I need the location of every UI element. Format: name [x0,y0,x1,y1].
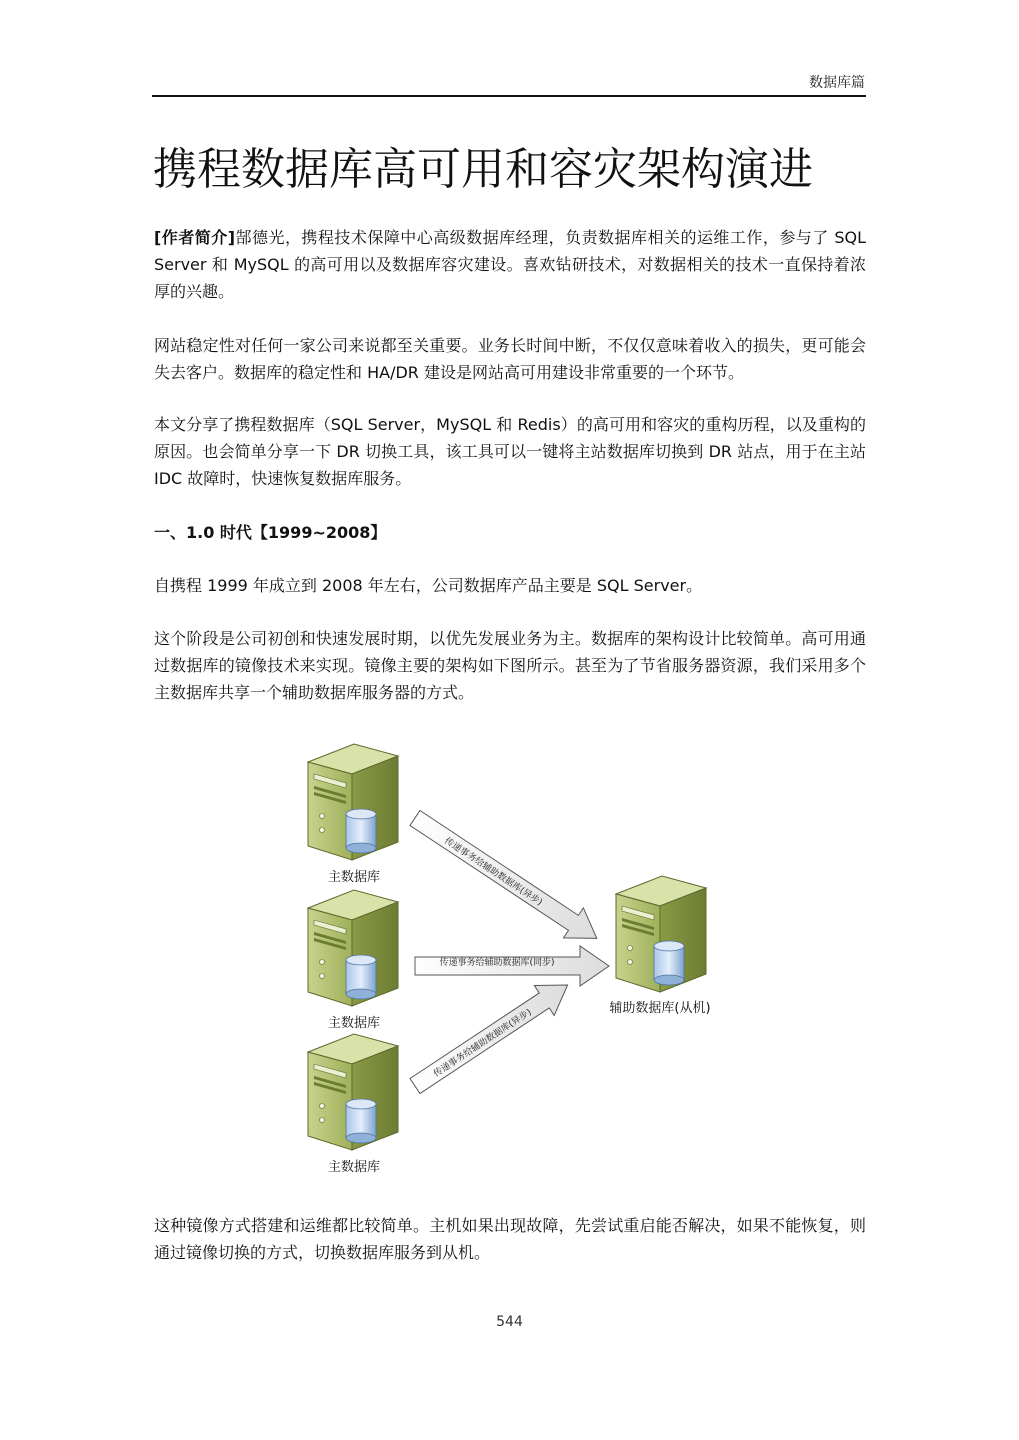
sync-arrow-bottom [405,970,577,1101]
mirroring-architecture-diagram [300,738,720,1178]
arrow-label: 传递事务给辅助数据库(同步) [439,958,555,968]
page-title: 携程数据库高可用和容灾架构演进 [153,144,813,195]
paragraph-1: 网站稳定性对任何一家公司来说都至关重要。业务长时间中断，不仅仅意味着收入的损失，更可能会失去客户。数据库的稳定性和 HA/DR 建设是网站高可用建设非常重要的一个环节。 [154,336,866,382]
arrow-label: 传递事务给辅助数据库(异步) [442,836,544,909]
secondary-db-label: 辅助数据库(从机) [609,1001,711,1016]
arrow-label: 传递事务给辅助数据库(异步) [432,1007,534,1080]
author-intro-tag: [作者简介] [154,228,236,247]
page-number: 544 [496,1314,523,1330]
author-intro-text: 郜德光，携程技术保障中心高级数据库经理，负责数据库相关的运维工作，参与了 SQL Server 和 MySQL 的高可用以及数据库容灾建设。喜欢钻研技术，对数据相关的技术一直保持着浓厚的兴趣。 [154,228,866,301]
primary-server-icon [308,1034,398,1150]
author-intro [154,224,866,305]
primary-db-label: 主数据库 [327,1160,381,1175]
section-heading: 一、1.0 时代【1999~2008】 [154,523,387,542]
paragraph-5: 这种镜像方式搭建和运维都比较简单。主机如果出现故障，先尝试重启能否解决，如果不能恢复，则通过镜像切换的方式，切换数据库服务到从机。 [154,1216,866,1262]
running-header: 数据库篇 [809,75,865,91]
primary-db-label: 主数据库 [327,1016,381,1031]
primary-server-icon [308,890,398,1006]
header-rule [152,95,866,97]
secondary-server-icon [616,876,706,992]
sync-arrow-middle [415,946,609,986]
primary-db-label: 主数据库 [327,870,381,885]
paragraph-4: 这个阶段是公司初创和快速发展时期，以优先发展业务为主。数据库的架构设计比较简单。高可用通过数据库的镜像技术来实现。镜像主要的架构如下图所示。甚至为了节省服务器资源，我们采用多个主数据库共享一个辅助数据库服务器的方式。 [154,629,866,702]
paragraph-3: 自携程 1999 年成立到 2008 年左右，公司数据库产品主要是 SQL Server。 [154,576,703,595]
sync-arrow-top [405,803,607,953]
paragraph-2: 本文分享了携程数据库（SQL Server，MySQL 和 Redis）的高可用和容灾的重构历程，以及重构的原因。也会简单分享一下 DR 切换工具，该工具可以一键将主站数据库切换到 DR 站点，用于在主站 IDC 故障时，快速恢复数据库服务。 [154,415,866,488]
primary-server-icon [308,744,398,860]
